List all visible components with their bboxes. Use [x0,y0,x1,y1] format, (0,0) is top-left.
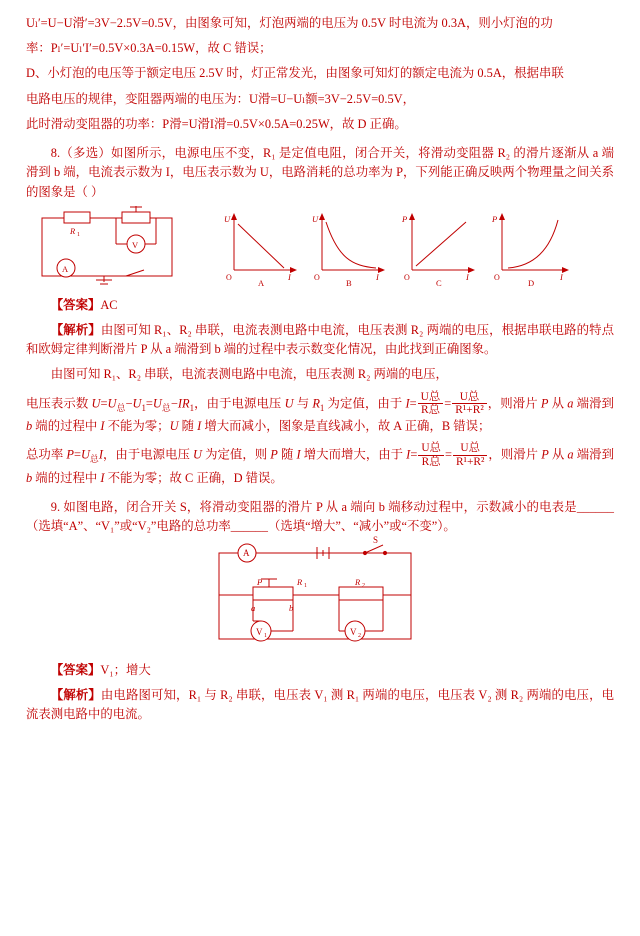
svg-text:P: P [257,576,263,587]
question-9-figure [26,534,614,653]
analysis-8-line-2: 电压表示数 $U=U_总-U_1=U_总-IR_1$，由于电源电压 U 与 $R_1$ 为定值，由于 I= $\frac{\text{U总}}{\text{R总}}$ = $\frac{\text{U总}}{\text{R¹+R²}}$ ，则滑片 P 从 a 端滑到 b 端的过程中 I 不能为零；U 随 I 增大而减小，图象是直线减小，故 A 正确，B 错误； [26,390,614,434]
question-9 [26,498,614,724]
svg-text:B: B [346,277,352,288]
fraction-u-over-r-total-a: $\frac{\text{U总}}{\text{R总}}$ [418,391,444,418]
paragraph-option-d-3: 此时滑动变阻器的功率：P滑=U滑I滑=0.5V×0.5A=0.25W，故 D 正确。 [26,116,407,131]
paragraph-option-d-1: D、小灯泡的电压等于额定电压 2.5V 时，灯正常发光，由图象可知灯的额定电流为 0.5A，根据串联 [26,66,564,81]
solution-block-top [26,14,614,134]
question-8-figure [26,208,614,288]
svg-text:I: I [288,271,291,282]
paragraph-pl-prime: 率：Pₗ′=Uₗ′I′=0.5V×0.3A=0.15W，故 C 错误； [26,41,272,56]
svg-text:A: A [62,263,69,274]
question-9-analysis [26,686,614,724]
question-9-number: 9 [50,500,57,515]
svg-text:U: U [312,213,319,224]
svg-text:I: I [560,271,563,282]
svg-text:O: O [404,272,410,282]
svg-text:V: V [132,239,139,250]
svg-text:R: R [70,225,76,236]
fraction-u-over-r1r2-b: $\frac{\text{U总}}{\text{R¹+R²}}$ [453,442,487,469]
answer-value-9: V₁；增大 [100,662,151,677]
svg-text:1: 1 [77,231,80,238]
svg-text:b: b [289,602,294,613]
analysis-8-line-3: 总功率 $P=U_总I$，由于电源电压 U 为定值，则 P 随 I 增大而增大，由于 I= $\frac{\text{U总}}{\text{R总}}$ = $\frac{\text{U总}}{\text{R¹+R²}}$ ，则滑片 P 从 a 端滑到 b 端的过程中 I 不能为零；故 C 正确，D 错误。 [26,442,614,485]
svg-text:A: A [243,547,250,558]
svg-text:A: A [258,277,265,288]
question-9-text: 9. 如图电路，闭合开关 S，将滑动变阻器的滑片 P 从 a 端向 b 端移动过程中，示数减小的电表是______（选填“A”、“V₁”或“V₂”电路的总功率______（选填“增大”、“减小”或“不变”）。 [26,500,615,534]
paragraph-ul-prime: Uₗ′=U−U滑′=3V−2.5V=0.5V，由图象可知，灯泡两端的电压为 0.5V 时电流为 0.3A，则小灯泡的功 [26,16,553,30]
fraction-u-over-r-total-b: $\frac{\text{U总}}{\text{R总}}$ [418,442,444,469]
svg-text:1: 1 [304,582,307,589]
answer-value-8: AC [100,297,118,312]
question-9-body: 如图电路，闭合开关 S，将滑动变阻器的滑片 P 从 a 端向 b 端移动过程中，示数减小的电表是______（选填“A”、“V₁”或“V₂”电路的总功率______（选填“增大”、“减小”或“不变”）。 [26,500,615,534]
svg-text:I: I [466,271,469,282]
svg-text:C: C [436,277,442,288]
analysis-label-8: 【解析】 [50,322,101,337]
svg-text:P: P [402,213,408,224]
question-8-body: 如图所示，电源电压不变，R₁ 是定值电阻，闭合开关，将滑动变阻器 R₂ 的滑片逐渐从 a 端滑到 b 端，电流表示数为 I，电压表示数为 U，电路消耗的总功率为 P，下列能正确反映两个物理量之间关系的图象是（ ） [26,146,615,199]
svg-text:1: 1 [264,632,267,639]
answer-label-9: 【答案】 [50,662,101,677]
question-8 [26,144,614,488]
svg-text:2: 2 [358,632,361,639]
svg-text:O: O [314,272,320,282]
svg-text:2: 2 [362,582,365,589]
figure-9-svg [205,534,435,653]
question-8-kind: （多选） [60,146,112,161]
question-8-analysis-intro [26,321,614,359]
svg-text:V: V [350,626,357,637]
svg-text:R: R [297,576,303,587]
question-8-text: 8.（多选）如图所示，电源电压不变，R₁ 是定值电阻，闭合开关，将滑动变阻器 R₂ 的滑片逐渐从 a 端滑到 b 端，电流表示数为 I，电压表示数为 U，电路消耗的总功率为 P，下列能正确反映两个物理量之间关系的图象是（ ） [26,146,615,199]
analysis-text-9-0: 由电路图可知，R₁ 与 R₂ 串联，电压表 V₁ 测 R₁ 两端的电压，电压表 V₂ 测 R₂ 两端的电压，电流表测电路中的电流。 [26,687,615,721]
svg-text:R: R [355,576,361,587]
question-8-answer [26,296,614,315]
analysis-label-9: 【解析】 [50,687,101,702]
analysis-8-line-1: 由图可知 R₁、R₂ 串联，电流表测电路中电流，电压表测 R₂ 两端的电压， [50,367,448,382]
question-9-answer [26,661,614,680]
question-8-number: 8 [50,146,57,161]
svg-text:O: O [494,272,500,282]
svg-text:U: U [224,213,231,224]
answer-label-8: 【答案】 [50,297,101,312]
svg-text:D: D [528,277,535,288]
svg-text:P: P [492,213,498,224]
analysis-text-8-0: 由图可知 R₁、R₂ 串联，电流表测电路中电流，电压表测 R₂ 两端的电压，根据串联电路的特点和欧姆定律判断滑片 P 从 a 端滑到 b 端的过程中表示数变化情况，由此找到正确图象。 [26,322,614,357]
svg-text:a: a [251,602,256,613]
svg-text:O: O [226,272,232,282]
svg-text:I: I [376,271,379,282]
paragraph-option-d-2: 电路电压的规律，变阻器两端的电压为：U滑=U−Uₗ额=3V−2.5V=0.5V， [26,91,416,106]
svg-text:V: V [256,626,263,637]
figure-8-svg [26,208,614,288]
fraction-u-over-r1r2-a: $\frac{\text{U总}}{\text{R¹+R²}}$ [452,391,486,418]
svg-text:S: S [373,534,379,545]
